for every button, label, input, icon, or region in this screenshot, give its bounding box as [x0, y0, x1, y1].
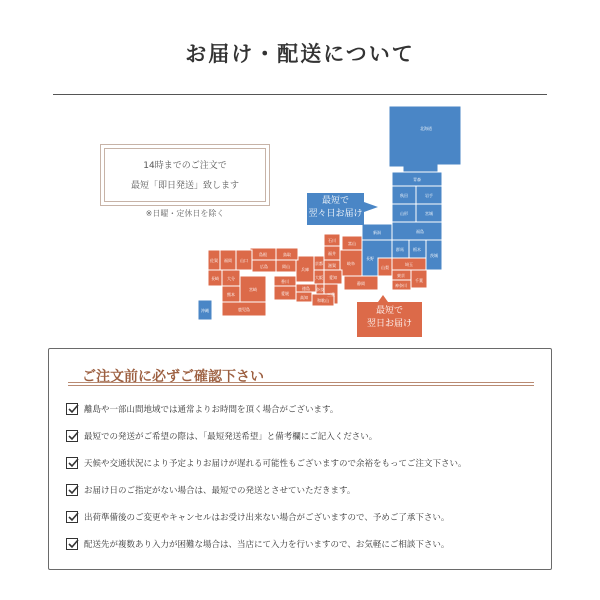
- label-kanagawa: 神奈川: [395, 283, 407, 288]
- label-yamanashi: 山梨: [381, 265, 389, 270]
- notice-item-text: 出荷準備後のご変更やキャンセルはお受け出来ない場合がございますので、予めご了承下さい。: [84, 513, 450, 523]
- label-nagasaki: 長崎: [211, 276, 219, 281]
- label-shizuoka: 静岡: [357, 281, 365, 286]
- label-kagawa: 香川: [281, 279, 289, 284]
- label-saga: 佐賀: [210, 258, 218, 263]
- promo-line-1: 14時までのご注文で: [143, 161, 227, 171]
- label-ehime: 愛媛: [281, 291, 289, 296]
- label-hiroshima: 広島: [260, 264, 268, 269]
- notice-title: ご注文前に必ずご確認下さい: [82, 369, 264, 385]
- label-shiga: 滋賀: [328, 263, 336, 268]
- page-title: お届け・配送について: [185, 42, 415, 66]
- orange-callout-line-2: 翌日お届け: [366, 319, 412, 329]
- label-kagoshima: 鹿児島: [238, 307, 250, 312]
- label-fukushima: 福島: [416, 229, 424, 234]
- notice-item-text: お届け日のご指定がない場合は、最短での発送とさせていただきます。: [84, 486, 356, 496]
- checkbox-icon: [66, 457, 78, 469]
- label-iwate: 岩手: [425, 193, 433, 198]
- label-gifu: 岐阜: [347, 261, 355, 266]
- checkbox-icon: [66, 538, 78, 550]
- label-oita: 大分: [227, 276, 235, 281]
- notice-item-text: 配送先が複数あり入力が困難な場合は、当店にて入力を行いますので、お気軽にご相談下さい。: [84, 540, 450, 550]
- notice-item-text: 天候や交通状況により予定よりお届けが遅れる可能性もございますので余裕をもってご注文下さい。: [84, 459, 467, 469]
- notice-item-text: 離島や一部山間地域では通常よりお時間を頂く場合がございます。: [84, 405, 339, 415]
- label-yamaguchi: 山口: [240, 258, 248, 263]
- label-gunma: 群馬: [396, 247, 404, 252]
- orange-callout-pointer: [378, 295, 388, 302]
- label-hyogo: 兵庫: [301, 267, 309, 272]
- label-okinawa: 沖縄: [201, 308, 209, 313]
- label-tochigi: 栃木: [413, 247, 421, 252]
- label-akita: 秋田: [400, 193, 408, 198]
- label-wakayama: 和歌山: [317, 298, 329, 303]
- label-nara: 奈良: [316, 287, 324, 292]
- label-kochi: 高知: [300, 295, 308, 300]
- label-shimane: 島根: [259, 252, 267, 257]
- orange-callout-line-1: 最短で: [375, 306, 403, 316]
- checkbox-icon: [66, 403, 78, 415]
- label-kyoto: 京都: [315, 261, 323, 266]
- promo-line-2: 最短「即日発送」致します: [130, 181, 239, 191]
- label-tokushima: 徳島: [302, 286, 310, 291]
- pref-hokkaido: [389, 106, 461, 173]
- label-chiba: 千葉: [415, 278, 423, 283]
- label-hokkaido: 北海道: [420, 126, 432, 131]
- label-saitama: 埼玉: [405, 262, 413, 267]
- label-fukui: 福井: [328, 251, 336, 256]
- label-miyazaki: 宮崎: [249, 287, 257, 292]
- promo-note: ※日曜・定休日を除く: [145, 209, 225, 218]
- label-kumamoto: 熊本: [227, 292, 235, 297]
- label-okayama: 岡山: [282, 264, 290, 269]
- label-ibaraki: 茨城: [430, 253, 438, 258]
- blue-callout-line-1: 最短で: [321, 196, 349, 206]
- notice-title-divider: [68, 382, 534, 386]
- label-mie: 三重: [327, 292, 335, 297]
- next-day-callout: [357, 302, 422, 337]
- label-tottori: 鳥取: [283, 252, 291, 257]
- checkbox-icon: [66, 484, 78, 496]
- label-miyagi: 宮城: [425, 211, 433, 216]
- next-next-day-callout: [307, 193, 364, 225]
- blue-callout-line-2: 翌々日お届け: [308, 209, 363, 219]
- label-fukuoka: 福岡: [224, 258, 232, 263]
- label-nagano: 長野: [366, 256, 374, 261]
- label-aichi: 愛知: [329, 275, 337, 280]
- label-osaka: 大阪: [315, 275, 323, 280]
- blue-callout-pointer: [364, 202, 378, 212]
- label-aomori: 青森: [413, 177, 421, 182]
- checkbox-icon: [66, 430, 78, 442]
- notice-item-text: 最短での発送がご希望の際は、「最短発送希望」と備考欄にご記入ください。: [84, 432, 378, 442]
- label-ishikawa: 石川: [328, 238, 336, 243]
- checkbox-icon: [66, 511, 78, 523]
- label-toyama: 富山: [348, 241, 356, 246]
- label-yamagata: 山形: [400, 211, 408, 216]
- label-tokyo: 東京: [397, 273, 405, 278]
- label-niigata: 新潟: [373, 230, 381, 235]
